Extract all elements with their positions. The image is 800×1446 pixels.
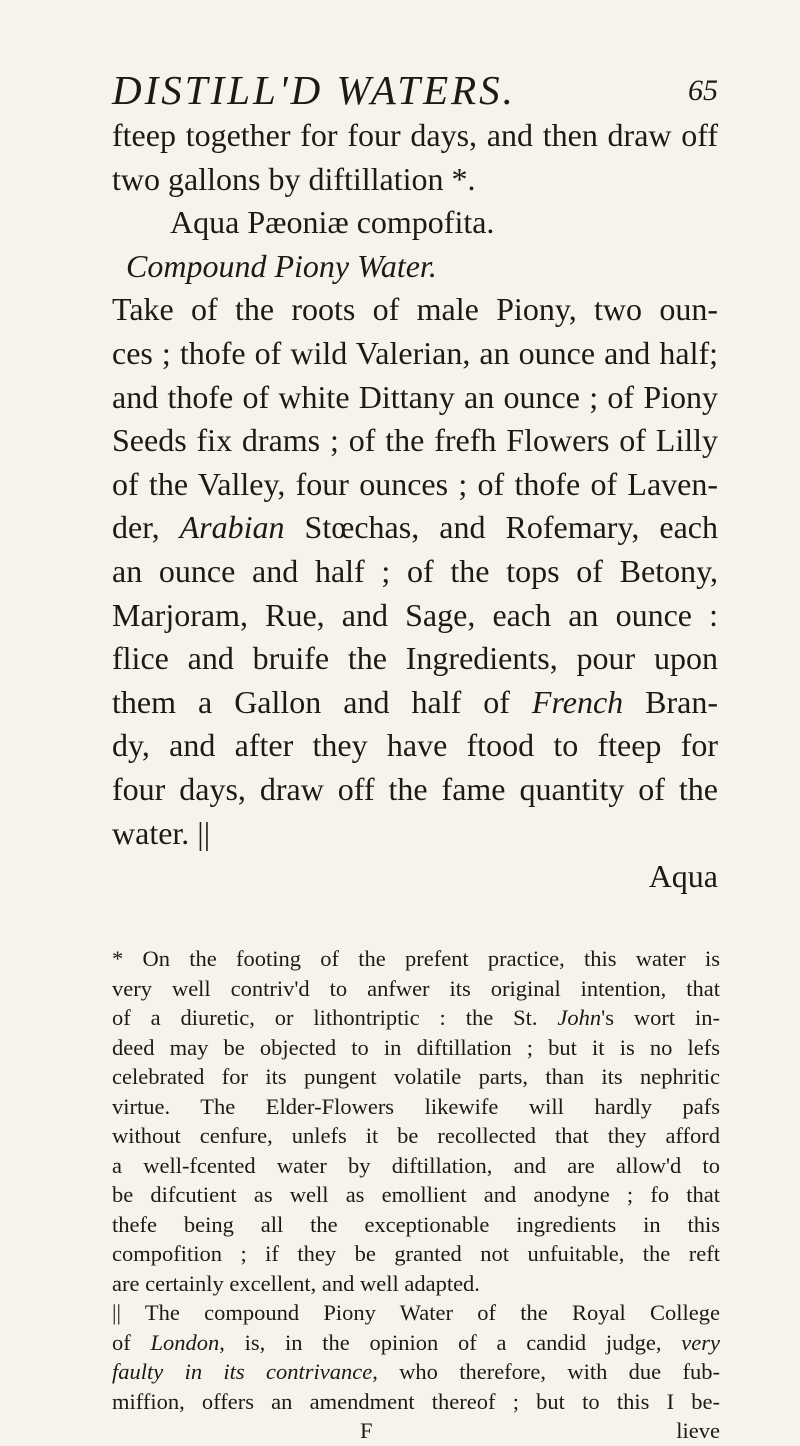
italic-word-very: very: [681, 1329, 720, 1355]
text-fragment: , who therefore, with due fub-: [372, 1359, 720, 1384]
text-line: fteep together for four days, and then draw off: [112, 117, 718, 153]
text-line: of the Valley, four ounces ; of thofe of Laven-: [112, 465, 718, 502]
italic-word-london: London: [150, 1329, 220, 1355]
footnote-line: celebrated for its pungent volatile parts, than its nephritic: [112, 1064, 720, 1089]
footnote-line: very well contriv'd to anfwer its original intention, that: [112, 975, 720, 1001]
signature-mark: F: [360, 1418, 373, 1443]
footnote-line: * On the footing of the prefent practice, this water is: [112, 946, 720, 971]
text-line-arabian: [112, 506, 718, 550]
text-line: two gallons by diftillation *.: [112, 160, 476, 197]
text-line: four days, draw off the fame quantity of the: [112, 770, 718, 807]
italic-word-john: John: [557, 1005, 602, 1030]
text-fragment: 's wort in-: [601, 1005, 721, 1030]
recipe-heading-latin: Aqua Pæoniæ compofita.: [170, 204, 495, 241]
text-fragment: Bran-: [623, 683, 719, 720]
footnote-line: [112, 1003, 720, 1033]
footnote-line: [112, 1328, 720, 1358]
footnote-line: are certainly excellent, and well adapted.: [112, 1270, 480, 1296]
catchword-aqua: Aqua: [648, 858, 718, 895]
italic-word-french: French: [531, 683, 624, 720]
text-line: water. ||: [112, 814, 211, 851]
text-line: and thofe of white Dittany an ounce ; of Piony: [112, 378, 718, 415]
text-fragment: of a diuretic, or lithontriptic : the St.: [112, 1005, 558, 1030]
text-fragment: Stœchas, and Rofemary, each: [284, 509, 719, 546]
footnotes: [112, 944, 720, 1446]
recipe-heading-english: Compound Piony Water.: [126, 247, 437, 284]
footnote-line: || The compound Piony Water of the Royal College: [112, 1300, 720, 1325]
text-line: flice and bruife the Ingredients, pour upon: [112, 640, 718, 677]
footnote-line: virtue. The Elder-Flowers likewife will hardly pafs: [112, 1093, 720, 1119]
main-text: [112, 114, 718, 899]
footnote-line: miffion, offers an amendment thereof ; but to this I be-: [112, 1388, 720, 1414]
footnote-line: deed may be objected to in diftillation ; but it is no lefs: [112, 1034, 720, 1060]
text-line: ces ; thofe of wild Valerian, an ounce and half;: [112, 334, 718, 371]
footnote-line: without cenfure, unlefs it be recollected that they afford: [112, 1123, 720, 1148]
running-head: [112, 66, 718, 116]
text-fragment: der,: [112, 509, 180, 546]
italic-phrase-faulty: faulty in its contrivance: [112, 1359, 373, 1384]
footnote-line: compofition ; if they be granted not unfuitable, the reft: [112, 1241, 720, 1266]
text-line: dy, and after they have ftood to fteep for: [112, 727, 718, 764]
footnote-line: a well-fcented water by diftillation, and are allow'd to: [112, 1152, 720, 1178]
text-line: Seeds fix drams ; of the frefh Flowers of Lilly: [112, 422, 718, 459]
text-fragment: , is, in the opinion of a candid judge,: [219, 1329, 682, 1355]
italic-word-arabian: Arabian: [179, 509, 285, 546]
text-line: Marjoram, Rue, and Sage, each an ounce :: [112, 596, 718, 633]
catchword: lieve: [676, 1418, 720, 1443]
text-line: Take of the roots of male Piony, two oun-: [112, 291, 718, 328]
running-title: DISTILL'D WATERS.: [112, 67, 516, 113]
text-line-french: [112, 681, 718, 725]
footnote-line: be difcutient as well as emollient and anodyne ; fo that: [112, 1182, 720, 1207]
footnote-line: thefe being all the exceptionable ingredients in this: [112, 1211, 720, 1237]
page-number: 65: [688, 74, 718, 107]
footnote-line: [112, 1357, 720, 1387]
text-fragment: of: [112, 1329, 151, 1355]
text-fragment: them a Gallon and half of: [112, 683, 532, 720]
text-line: an ounce and half ; of the tops of Betony,: [112, 552, 718, 589]
page-footer: [112, 1416, 720, 1446]
